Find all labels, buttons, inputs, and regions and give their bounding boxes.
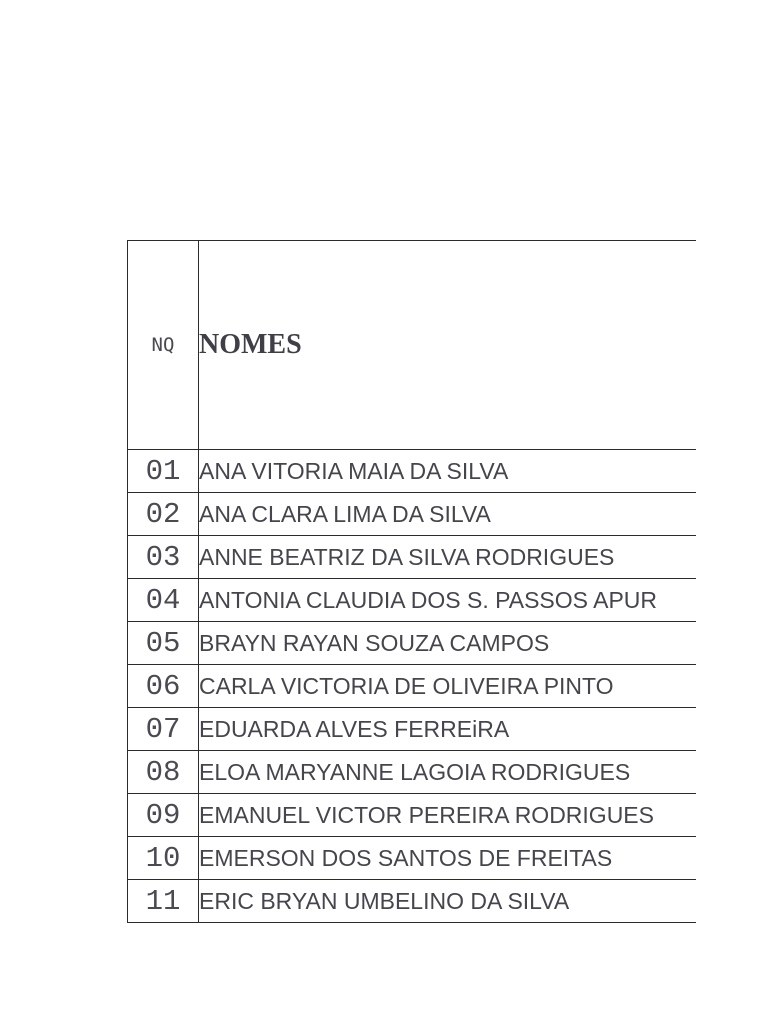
row-number: 06 [128,665,199,708]
row-number: 05 [128,622,199,665]
table-row [128,493,697,536]
row-number: 02 [128,493,199,536]
student-name: ANA VITORIA MAIA DA SILVA [199,450,697,493]
student-name: EMANUEL VICTOR PEREIRA RODRIGUES [199,794,697,837]
row-number: 01 [128,450,199,493]
student-name: CARLA VICTORIA DE OLIVEIRA PINTO [199,665,697,708]
row-number: 11 [128,880,199,923]
table-row [128,837,697,880]
student-name: ELOA MARYANNE LAGOIA RODRIGUES [199,751,697,794]
row-number: 08 [128,751,199,794]
row-number: 07 [128,708,199,751]
table-body [128,450,697,923]
table-row [128,665,697,708]
student-name: EDUARDA ALVES FERREiRA [199,708,697,751]
row-number: 10 [128,837,199,880]
student-name: BRAYN RAYAN SOUZA CAMPOS [199,622,697,665]
row-number: 04 [128,579,199,622]
roster-table-container [127,240,696,924]
table-row [128,536,697,579]
table-header-row [128,241,697,450]
column-header-names: NOMES [199,241,697,450]
student-name: ANA CLARA LIMA DA SILVA [199,493,697,536]
row-number: 09 [128,794,199,837]
table-row [128,794,697,837]
student-name: EMERSON DOS SANTOS DE FREITAS [199,837,697,880]
student-name: ANTONIA CLAUDIA DOS S. PASSOS APUR [199,579,697,622]
table-row [128,880,697,923]
table-row [128,751,697,794]
student-name: ERIC BRYAN UMBELINO DA SILVA [199,880,697,923]
table-row [128,708,697,751]
table-row [128,579,697,622]
table-row [128,450,697,493]
student-roster-table [127,240,696,923]
table-row [128,622,697,665]
row-number: 03 [128,536,199,579]
student-name: ANNE BEATRIZ DA SILVA RODRIGUES [199,536,697,579]
column-header-number: NQ [128,241,199,450]
